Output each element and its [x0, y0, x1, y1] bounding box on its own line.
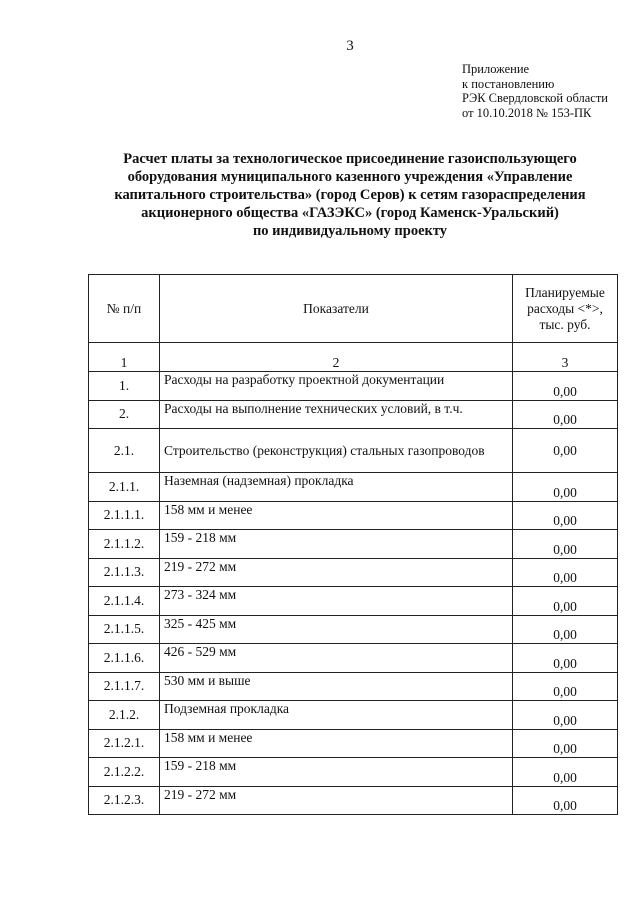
table-row	[89, 615, 618, 644]
title-line: по индивидуальному проекту	[252, 223, 448, 239]
row-number: 1.	[89, 372, 160, 401]
title-line: оборудования муниципального казенного учреждения «Управление	[127, 169, 573, 185]
row-value: 0,00	[513, 372, 618, 401]
row-value: 0,00	[513, 701, 618, 730]
row-number: 2.1.1.1.	[89, 501, 160, 530]
title-line: капитального строительства» (город Серов) к сетям газораспределения	[114, 187, 586, 203]
table-row	[89, 473, 618, 502]
row-value: 0,00	[513, 615, 618, 644]
table-row	[89, 400, 618, 429]
row-value: 0,00	[513, 729, 618, 758]
table-row	[89, 672, 618, 701]
row-number: 2.	[89, 400, 160, 429]
document-title	[90, 150, 610, 240]
table-row	[89, 372, 618, 401]
appendix-line: РЭК Свердловской области	[462, 91, 608, 105]
header-num: № п/п	[89, 275, 160, 343]
row-name: Расходы на выполнение технических условий, в т.ч.	[160, 400, 513, 429]
row-name: 219 - 272 мм	[160, 786, 513, 815]
table-row	[89, 530, 618, 559]
table-row	[89, 729, 618, 758]
row-value: 0,00	[513, 429, 618, 473]
column-index: 1	[89, 343, 160, 372]
row-name: 273 - 324 мм	[160, 587, 513, 616]
row-value: 0,00	[513, 400, 618, 429]
appendix-line: от 10.10.2018 № 153-ПК	[462, 105, 592, 120]
appendix-line: к постановлению	[462, 76, 555, 91]
table-header-row	[89, 275, 618, 343]
row-value: 0,00	[513, 587, 618, 616]
appendix-block	[462, 62, 608, 120]
table-row	[89, 786, 618, 815]
row-value: 0,00	[513, 786, 618, 815]
row-number: 2.1.1.7.	[89, 672, 160, 701]
table-row	[89, 587, 618, 616]
table-row	[89, 758, 618, 787]
row-number: 2.1.2.	[89, 701, 160, 730]
table-row	[89, 429, 618, 473]
row-number: 2.1.2.2.	[89, 758, 160, 787]
row-value: 0,00	[513, 558, 618, 587]
header-value-line: расходы <*>,	[527, 300, 603, 316]
title-line: Расчет платы за технологическое присоединение газоиспользующего	[123, 151, 577, 167]
row-number: 2.1.2.1.	[89, 729, 160, 758]
row-number: 2.1.1.4.	[89, 587, 160, 616]
page-number: 3	[346, 38, 354, 54]
row-name: 426 - 529 мм	[160, 644, 513, 673]
table-row	[89, 701, 618, 730]
row-name: 158 мм и менее	[160, 729, 513, 758]
row-value: 0,00	[513, 501, 618, 530]
row-number: 2.1.1.2.	[89, 530, 160, 559]
appendix-line: Приложение	[462, 62, 530, 76]
row-name: 159 - 218 мм	[160, 530, 513, 559]
row-name: Наземная (надземная) прокладка	[160, 473, 513, 502]
row-name: Строительство (реконструкция) стальных газопроводов	[160, 429, 513, 473]
row-name: 325 - 425 мм	[160, 615, 513, 644]
header-value-line: тыс. руб.	[539, 316, 591, 332]
row-value: 0,00	[513, 672, 618, 701]
column-index-row	[89, 343, 618, 372]
column-index: 3	[513, 343, 618, 372]
row-name: Подземная прокладка	[160, 701, 513, 730]
row-number: 2.1.1.5.	[89, 615, 160, 644]
header-name: Показатели	[160, 275, 513, 343]
cost-table	[88, 274, 618, 815]
row-name: 219 - 272 мм	[160, 558, 513, 587]
row-number: 2.1.1.6.	[89, 644, 160, 673]
title-line: акционерного общества «ГАЗЭКС» (город Каменск-Уральский)	[141, 205, 559, 221]
row-name: 159 - 218 мм	[160, 758, 513, 787]
header-value	[513, 275, 618, 343]
table-row	[89, 644, 618, 673]
row-number: 2.1.1.	[89, 473, 160, 502]
row-number: 2.1.	[89, 429, 160, 473]
row-value: 0,00	[513, 644, 618, 673]
table-row	[89, 558, 618, 587]
row-value: 0,00	[513, 530, 618, 559]
row-value: 0,00	[513, 473, 618, 502]
row-number: 2.1.1.3.	[89, 558, 160, 587]
table-row	[89, 501, 618, 530]
row-name: Расходы на разработку проектной документации	[160, 372, 513, 401]
row-number: 2.1.2.3.	[89, 786, 160, 815]
header-value-line: Планируемые	[525, 284, 605, 300]
row-value: 0,00	[513, 758, 618, 787]
row-name: 158 мм и менее	[160, 501, 513, 530]
row-name: 530 мм и выше	[160, 672, 513, 701]
column-index: 2	[160, 343, 513, 372]
